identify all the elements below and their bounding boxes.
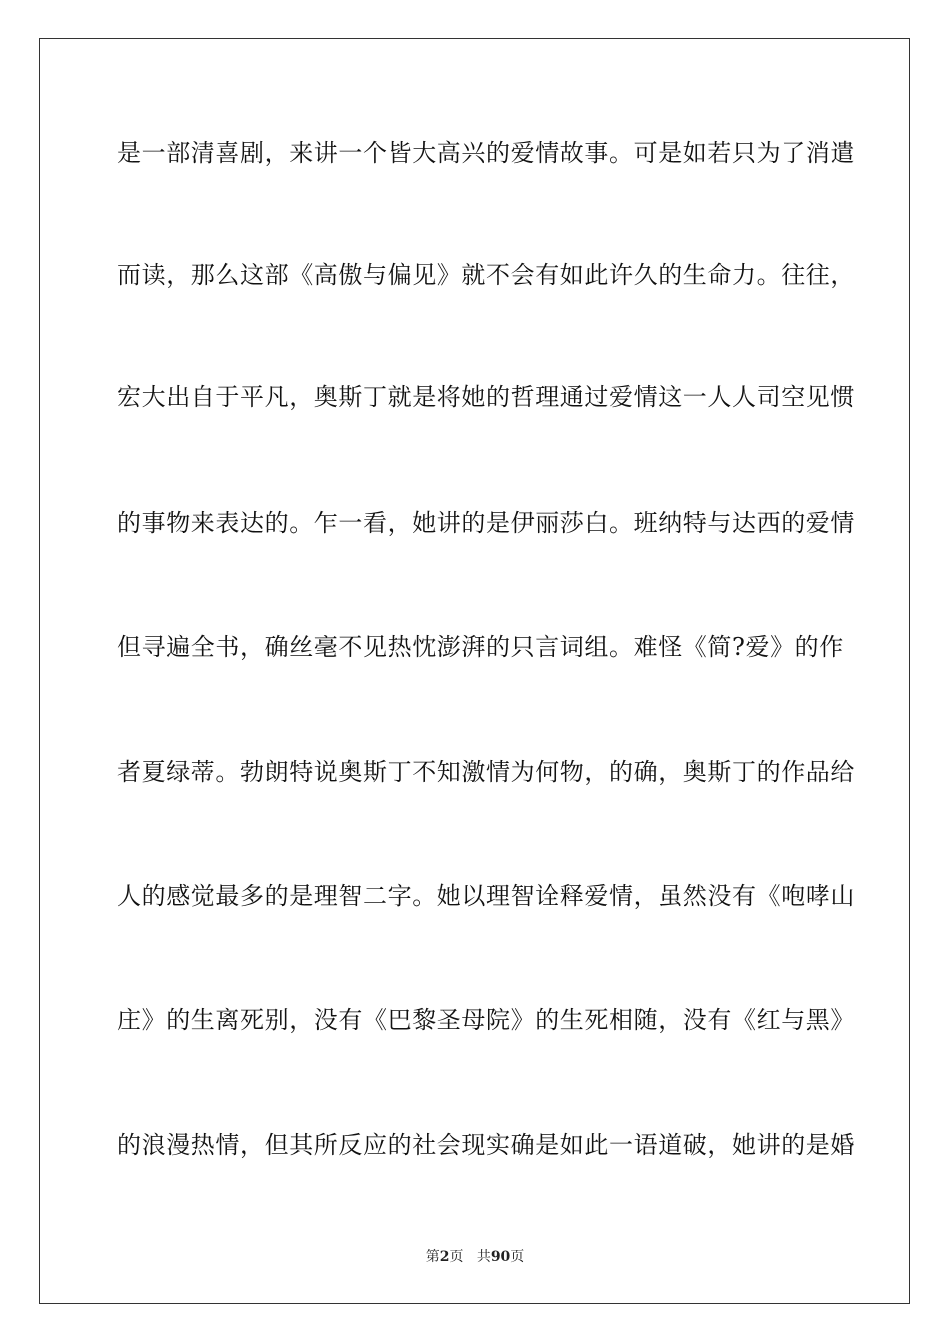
page-footer [0, 1247, 950, 1267]
page-prefix: 第 [425, 1249, 440, 1265]
body-text-line: 而读，那么这部《高傲与偏见》就不会有如此许久的生命力。往往， [117, 261, 855, 289]
body-text-line: 者夏绿蒂。勃朗特说奥斯丁不知激情为何物，的确，奥斯丁的作品给 [117, 758, 855, 786]
body-text-line: 人的感觉最多的是理智二字。她以理智诠释爱情，虽然没有《咆哮山 [117, 882, 855, 910]
total-suffix: 页 [510, 1249, 525, 1265]
body-text-line: 的事物来表达的。乍一看，她讲的是伊丽莎白。班纳特与达西的爱情 [117, 509, 855, 537]
page-suffix: 页 [449, 1249, 464, 1265]
page-border [39, 38, 910, 1304]
body-text-line: 的浪漫热情，但其所反应的社会现实确是如此一语道破，她讲的是婚 [117, 1131, 855, 1159]
total-pages: 90 [490, 1249, 511, 1265]
body-text-line: 但寻遍全书，确丝毫不见热忱澎湃的只言词组。难怪《简?爱》的作 [117, 633, 844, 661]
body-text-line: 宏大出自于平凡，奥斯丁就是将她的哲理通过爱情这一人人司空见惯 [117, 383, 855, 411]
body-text-line: 是一部清喜剧，来讲一个皆大高兴的爱情故事。可是如若只为了消遣 [117, 139, 855, 167]
body-text-line: 庄》的生离死别，没有《巴黎圣母院》的生死相随，没有《红与黑》 [117, 1006, 855, 1034]
page-number: 2 [439, 1249, 450, 1265]
total-prefix: 共 [476, 1249, 491, 1265]
